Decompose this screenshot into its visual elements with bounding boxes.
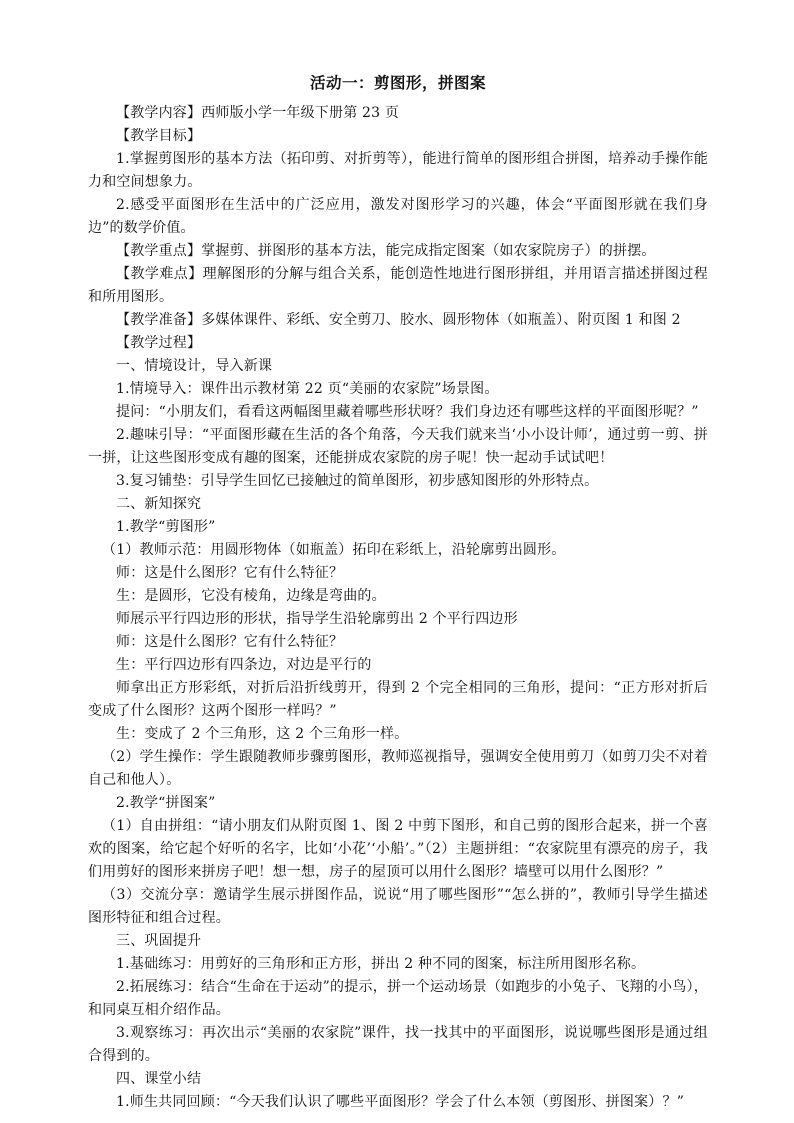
- paragraph: 3.复习铺垫：引导学生回忆已接触过的简单图形，初步感知图形的外形特点。: [116, 473, 599, 489]
- paragraph: 1.情境导入：课件出示教材第 22 页“美丽的农家院”场景图。: [116, 381, 499, 397]
- paragraph: 四、课堂小结: [116, 1071, 202, 1087]
- paragraph: 2.趣味引导：“平面图形藏在生活的各个角落，今天我们就来当‘小小设计师’，通过剪一剪、拼一拼，让这些图形变成有趣的图案，还能拼成农家院的房子呢！快一起动手试试吧！: [88, 427, 708, 466]
- paragraph: 2.教学“拼图案”: [116, 795, 216, 811]
- paragraph: 生：平行四边形有四条边，对边是平行的: [116, 657, 372, 673]
- paragraph: （2）学生操作：学生跟随教师步骤剪图形，教师巡视指导，强调安全使用剪刀（如剪刀尖不对着自己和他人）。: [88, 749, 708, 788]
- document-page: [88, 68, 708, 1114]
- paragraph: （3）交流分享：邀请学生展示拼图作品，说说“用了哪些图形”“怎么拼的”，教师引导学生描述图形特征和组合过程。: [88, 887, 708, 926]
- paragraph: 二、新知探究: [116, 496, 202, 512]
- paragraph: 3.观察练习：再次出示“美丽的农家院”课件，找一找其中的平面图形，说说哪些图形是通过组合得到的。: [88, 1025, 708, 1064]
- paragraph: 三、巩固提升: [116, 933, 202, 949]
- paragraph: 2.感受平面图形在生活中的广泛应用，激发对图形学习的兴趣，体会“平面图形就在我们身边”的数学价值。: [88, 197, 708, 236]
- paragraph: 师：这是什么图形？它有什么特征？: [116, 634, 344, 650]
- paragraph: 一、情境设计，导入新课: [116, 358, 273, 374]
- paragraph: 1.教学“剪图形”: [116, 519, 216, 535]
- document-body: [88, 102, 708, 1114]
- paragraph: 师拿出正方形彩纸，对折后沿折线剪开，得到 2 个完全相同的三角形，提问：“正方形对折后变成了什么图形？这两个图形一样吗？”: [88, 680, 708, 719]
- paragraph: 1.掌握剪图形的基本方法（拓印剪、对折剪等），能进行简单的图形组合拼图，培养动手操作能力和空间想象力。: [88, 151, 708, 190]
- paragraph: 【教学目标】: [116, 128, 202, 144]
- paragraph: 【教学过程】: [116, 335, 202, 351]
- paragraph: （1）自由拼组：“请小朋友们从附页图 1、图 2 中剪下图形，和自己剪的图形合起来，拼一个喜欢的图案，给它起个好听的名字，比如‘小花’‘小船’。”（2）主题拼组：“农家院里有漂亮的房子，我们用剪好的图形来拼房子吧！想一想，房子的屋顶可以用什么图形？墙壁可以用什么图形？”: [88, 818, 708, 880]
- paragraph: 生：变成了 2 个三角形，这 2 个三角形一样。: [116, 726, 409, 742]
- paragraph: 【教学内容】西师版小学一年级下册第 23 页: [116, 105, 400, 121]
- paragraph: 生：是圆形，它没有棱角，边缘是弯曲的。: [116, 588, 386, 604]
- paragraph: （1）教师示范：用圆形物体（如瓶盖）拓印在彩纸上，沿轮廓剪出圆形。: [102, 542, 566, 558]
- document-title: 活动一：剪图形，拼图案: [309, 74, 486, 92]
- paragraph: 【教学准备】多媒体课件、彩纸、安全剪刀、胶水、圆形物体（如瓶盖）、附页图 1 和图 2: [116, 312, 681, 328]
- paragraph: 1.基础练习：用剪好的三角形和正方形，拼出 2 种不同的图案，标注所用图形名称。: [116, 956, 646, 972]
- paragraph: 提问：“小朋友们，看看这两幅图里藏着哪些形状呀？我们身边还有哪些这样的平面图形呢？”: [116, 404, 699, 420]
- paragraph: 1.师生共同回顾：“今天我们认识了哪些平面图形？学会了什么本领（剪图形、拼图案）？”: [116, 1094, 685, 1110]
- paragraph: 师：这是什么图形？它有什么特征？: [116, 565, 344, 581]
- paragraph: 2.拓展练习：结合“生命在于运动”的提示，拼一个运动场景（如跑步的小兔子、飞翔的小鸟），和同桌互相介绍作品。: [88, 979, 708, 1018]
- paragraph: 【教学重点】掌握剪、拼图形的基本方法，能完成指定图案（如农家院房子）的拼摆。: [116, 243, 656, 259]
- paragraph: 师展示平行四边形的形状，指导学生沿轮廓剪出 2 个平行四边形: [116, 611, 518, 627]
- paragraph: 【教学难点】理解图形的分解与组合关系，能创造性地进行图形拼组，并用语言描述拼图过程和所用图形。: [88, 266, 708, 305]
